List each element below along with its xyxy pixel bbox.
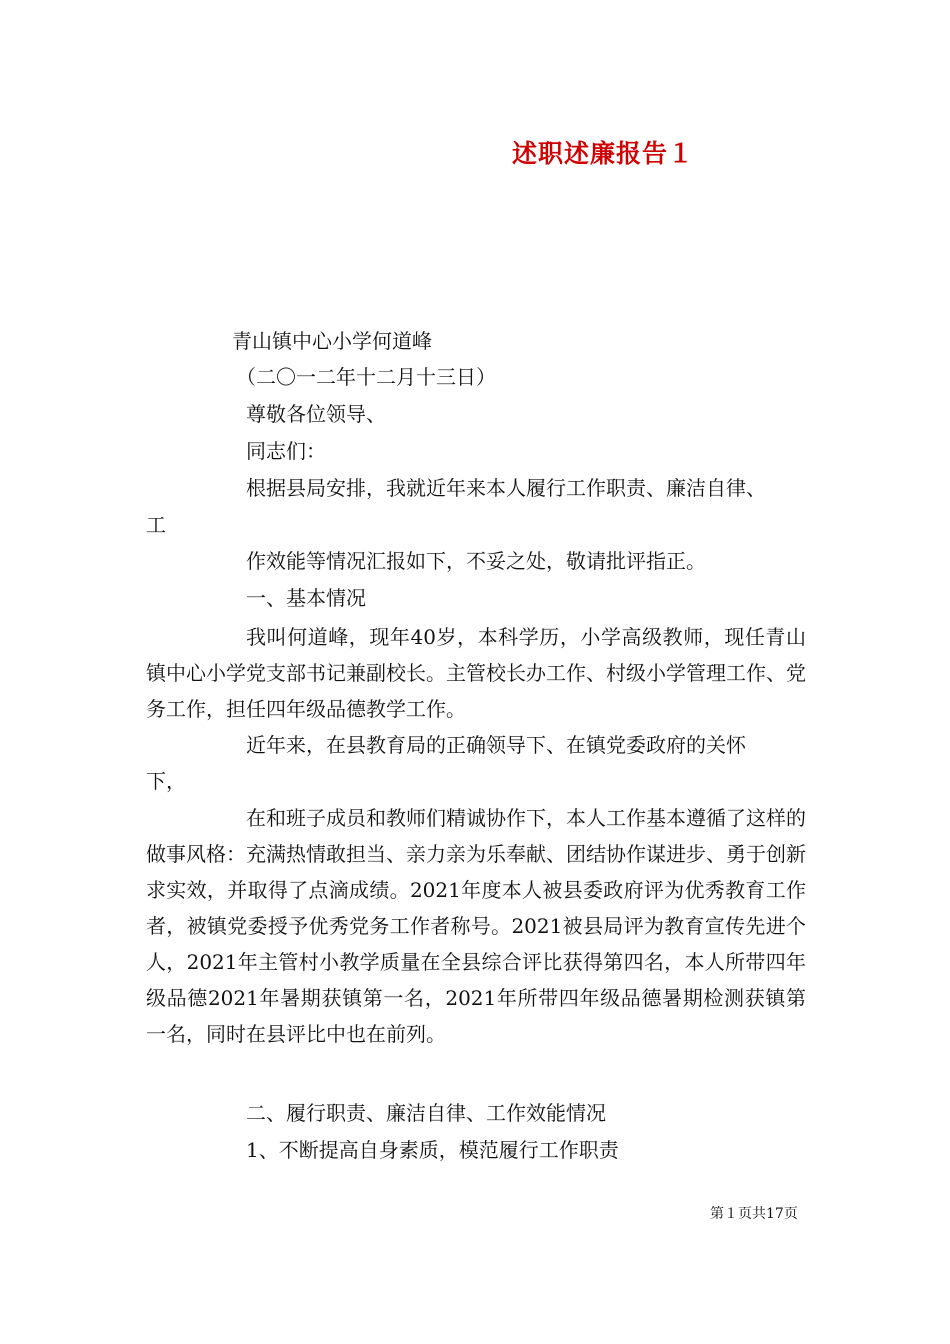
date-line: （二〇一二年十二月十三日） xyxy=(236,365,496,389)
paragraph-basic-info-text: 我叫何道峰，现年40岁，本科学历，小学高级教师，现任青山镇中心小学党支部书记兼副校长。主管校长办工作、村级小学管理工作、党务工作，担任四年级品德教学工作。 xyxy=(146,625,806,721)
intro-line-2: 作效能等情况汇报如下，不妥之处，敬请批评指正。 xyxy=(246,549,706,573)
page-number-footer: 第１页共17页 xyxy=(710,1206,798,1222)
paragraph-2-wrap: 下， xyxy=(146,769,186,793)
section-1-heading: 一、基本情况 xyxy=(246,586,366,610)
section-2-heading: 二、履行职责、廉洁自律、工作效能情况 xyxy=(246,1101,606,1125)
document-title: 述职述廉报告１ xyxy=(512,139,695,168)
author-line: 青山镇中心小学何道峰 xyxy=(232,329,432,353)
paragraph-basic-info xyxy=(146,619,806,727)
intro-line-1-wrap: 工 xyxy=(146,513,166,537)
subsection-1-heading: 1、不断提高自身素质，模范履行工作职责 xyxy=(246,1138,619,1162)
salutation-line-1: 尊敬各位领导、 xyxy=(246,402,386,426)
salutation-line-2: 同志们： xyxy=(246,439,326,463)
paragraph-achievements xyxy=(146,800,806,1052)
intro-line-1: 根据县局安排，我就近年来本人履行工作职责、廉洁自律、 xyxy=(246,476,766,500)
paragraph-2-line: 近年来，在县教育局的正确领导下、在镇党委政府的关怀 xyxy=(246,733,746,757)
paragraph-achievements-text: 在和班子成员和教师们精诚协作下，本人工作基本遵循了这样的做事风格：充满热情敢担当、亲力亲为乐奉献、团结协作谋进步、勇于创新求实效，并取得了点滴成绩。2021年度本人被县委政府评为优秀教育工作者，被镇党委授予优秀党务工作者称号。2021被县局评为教育宣传先进个人，2021年主管村小教学质量在全县综合评比获得第四名，本人所带四年级品德2021年暑期获镇第一名，2021年所带四年级品德暑期检测获镇第一名，同时在县评比中也在前列。 xyxy=(146,806,806,1046)
